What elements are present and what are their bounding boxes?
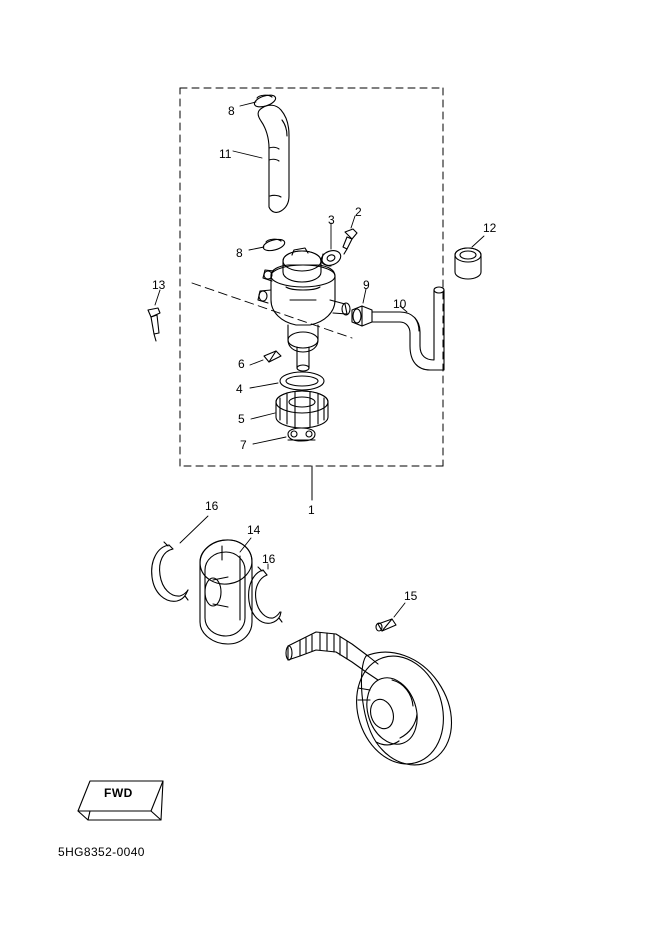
callout-7: 7: [240, 438, 247, 452]
callout-8-upper: 8: [228, 104, 235, 118]
part-2-bolt: [343, 229, 357, 254]
part-16-circlip-right: [249, 567, 282, 623]
part-15-dowel-pin: [376, 619, 396, 631]
callout-10: 10: [393, 297, 407, 311]
leader-7: [253, 437, 286, 444]
fwd-direction-label: FWD: [104, 786, 133, 800]
callout-6: 6: [238, 357, 245, 371]
leader-11: [233, 151, 262, 158]
leader-12: [472, 236, 484, 247]
callout-8-lower: 8: [236, 246, 243, 260]
callout-3: 3: [328, 213, 335, 227]
callout-13: 13: [152, 278, 166, 292]
part-7-clip: [288, 428, 315, 441]
callout-15: 15: [404, 589, 418, 603]
assembly-center-line: [192, 283, 352, 338]
crankshaft-assembly: [286, 632, 457, 775]
part-10-oil-pipe: [372, 287, 444, 370]
leader-8-upper: [240, 102, 256, 106]
assembly-dashed-box: [180, 88, 443, 466]
part-6-pin: [264, 351, 281, 362]
leader-6: [250, 360, 263, 365]
callout-9: 9: [363, 278, 370, 292]
part-13-bolt: [148, 308, 160, 341]
part-8-clamp-upper: [253, 93, 277, 109]
leader-4: [250, 383, 278, 388]
callout-5: 5: [238, 412, 245, 426]
leader-16-left: [180, 516, 208, 543]
callout-4: 4: [236, 382, 243, 396]
leader-14: [240, 538, 251, 552]
callout-16-left: 16: [205, 499, 219, 513]
part-5-driven-gear: [276, 391, 328, 428]
leader-13: [155, 290, 160, 305]
callout-12: 12: [483, 221, 497, 235]
part-3-washer: [319, 248, 343, 268]
callout-1: 1: [308, 503, 315, 517]
part-9-union: [352, 306, 372, 326]
callout-11: 11: [219, 147, 232, 161]
part-8-clamp-lower: [262, 237, 286, 252]
leader-8-lower: [249, 247, 264, 250]
callout-14: 14: [247, 523, 261, 537]
part-12-collar: [455, 248, 481, 279]
part-14-drive-gear: [197, 537, 255, 644]
leader-5: [251, 413, 275, 419]
part-4-oring: [280, 372, 324, 390]
part-11-hose: [258, 105, 289, 212]
callout-16-right: 16: [262, 552, 276, 566]
diagram-part-number: 5HG8352-0040: [58, 845, 145, 859]
callout-2: 2: [355, 205, 362, 219]
leader-15: [394, 603, 405, 617]
part-16-circlip-left: [152, 542, 188, 601]
